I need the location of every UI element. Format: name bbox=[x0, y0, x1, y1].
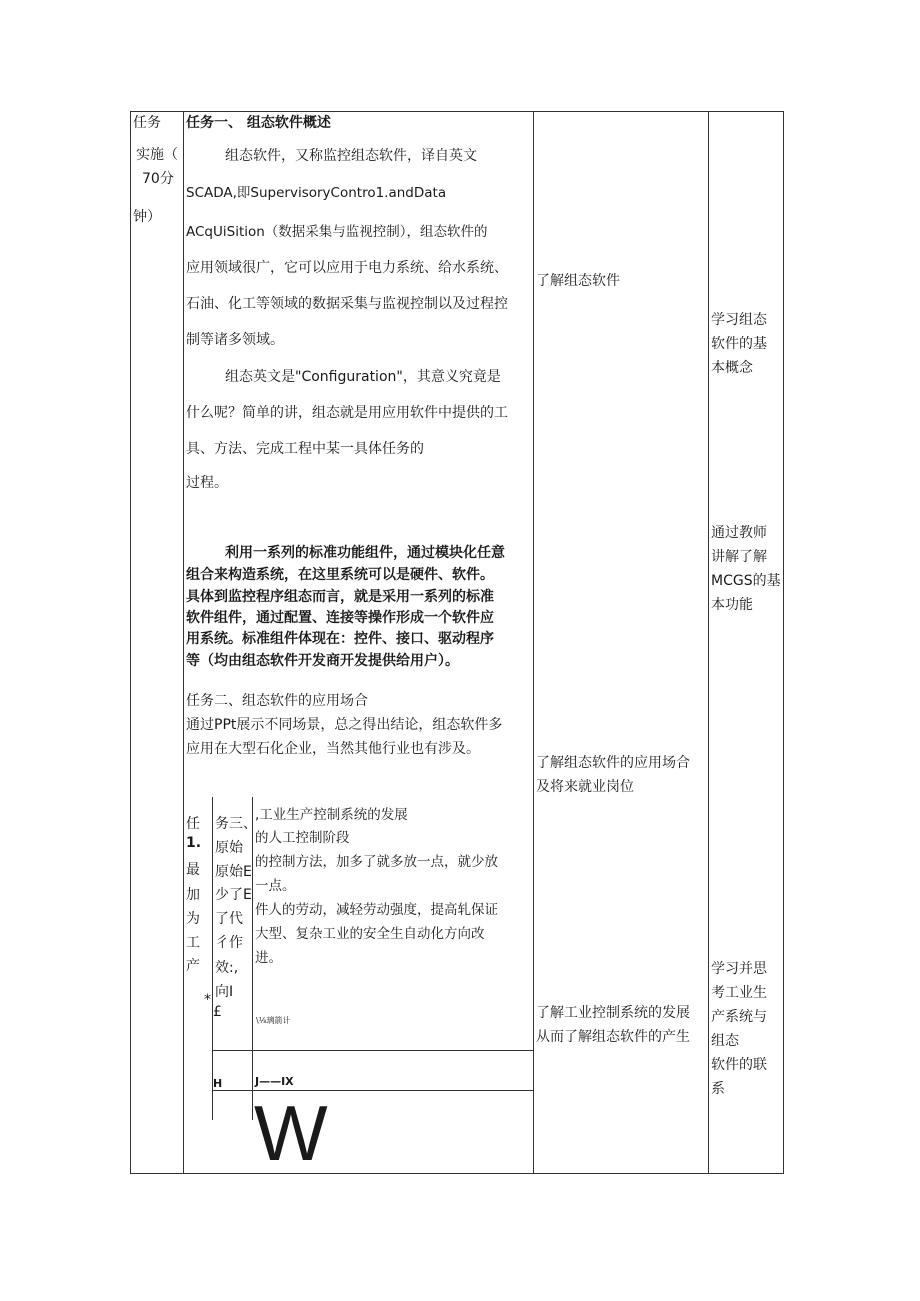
label-line: 钟） bbox=[133, 209, 161, 225]
text-line: 了解工业控制系统的发展 bbox=[536, 1005, 690, 1021]
fragment-char: 最 bbox=[186, 862, 200, 878]
fragment-text: 原始 bbox=[215, 840, 243, 856]
text-line: 制等诸多领域。 bbox=[186, 332, 284, 348]
text-line: 通过PPt展示不同场景，总之得出结论，组态软件多 bbox=[186, 717, 503, 733]
label-line: 任务 bbox=[133, 115, 161, 131]
fragment-text: 向I bbox=[215, 984, 234, 1000]
fragment-char: * bbox=[204, 992, 211, 1008]
text-line: MCGS的基 bbox=[711, 573, 781, 589]
text-line: 软件的联 bbox=[711, 1057, 767, 1073]
text-line: 产系统与 bbox=[711, 1009, 767, 1025]
text-line: 通过教师 bbox=[711, 525, 767, 541]
text-line: 及将来就业岗位 bbox=[536, 779, 634, 795]
text-line: 组态软件，又称监控组态软件，译自英文 bbox=[225, 148, 477, 164]
text-line: 讲解了解 bbox=[711, 549, 767, 565]
text-line: SCADA,即SupervisoryContro1.andData bbox=[186, 185, 447, 201]
text-line: 软件的基 bbox=[711, 336, 767, 352]
text-line: 应用在大型石化企业，当然其他行业也有涉及。 bbox=[186, 741, 480, 757]
nested-divider-2 bbox=[252, 797, 253, 1120]
fragment-text: J——IX bbox=[255, 1075, 294, 1088]
task1-title: 任务一、 组态软件概述 bbox=[186, 115, 331, 131]
text-line: ACqUiSition（数据采集与监视控制），组态软件的 bbox=[186, 224, 488, 240]
text-line: 学习并思 bbox=[711, 961, 767, 977]
fragment-char: 任 bbox=[186, 816, 200, 832]
label-line: 70分 bbox=[142, 171, 174, 187]
text-line: 软件组件，通过配置、连接等操作形成一个软件应 bbox=[186, 610, 494, 626]
fragment-text: 务三、 bbox=[215, 816, 257, 832]
fragment-char: 加 bbox=[186, 887, 200, 903]
text-line: 从而了解组态软件的产生 bbox=[536, 1029, 690, 1045]
large-w-glyph: W bbox=[254, 1089, 328, 1177]
fragment-line: 进。 bbox=[255, 950, 282, 966]
text-line: 过程。 bbox=[186, 475, 228, 491]
fragment-text: 少了E bbox=[215, 887, 252, 903]
nested-row-line-1 bbox=[212, 1050, 533, 1051]
fragment-line: 的控制方法，加多了就多放一点，就少放 bbox=[255, 854, 498, 870]
text-line: 了解组态软件的应用场合 bbox=[536, 755, 690, 771]
text-line: 用系统。标准组件体现在：控件、接口、驱动程序 bbox=[186, 631, 494, 647]
table-left-border bbox=[130, 111, 131, 1173]
fragment-text: 原始E bbox=[215, 864, 252, 880]
table-right-border bbox=[783, 111, 784, 1173]
label-line: 实施（ bbox=[136, 147, 178, 163]
fragment-text: 了代 bbox=[215, 911, 243, 927]
task2-title: 任务二、组态软件的应用场合 bbox=[186, 693, 368, 709]
tiny-note: \⅛璃箭计 bbox=[256, 1016, 291, 1025]
fragment-text: £ bbox=[213, 1004, 222, 1020]
text-line: 具、方法、完成工程中某一具体任务的 bbox=[186, 441, 424, 457]
fragment-line: ,工业生产控制系统的发展 bbox=[255, 807, 408, 823]
text-line: 利用一系列的标准功能组件，通过模块化任意 bbox=[225, 545, 505, 561]
text-line: 本概念 bbox=[711, 360, 753, 376]
column-divider-1 bbox=[183, 111, 184, 1173]
nested-divider-1 bbox=[212, 797, 213, 1120]
table-top-border bbox=[130, 111, 784, 112]
fragment-char: 工 bbox=[186, 935, 200, 951]
fragment-char: 产 bbox=[186, 958, 200, 974]
fragment-char: 为 bbox=[186, 911, 200, 927]
fragment-text: 彳作 bbox=[215, 935, 243, 951]
fragment-line: 的人工控制阶段 bbox=[255, 830, 350, 846]
text-line: 组态 bbox=[711, 1033, 739, 1049]
content-cell-1: 了解组态软件 bbox=[536, 273, 620, 289]
text-line: 等（均由组态软件开发商开发提供给用户）。 bbox=[186, 653, 459, 669]
fragment-char: H bbox=[213, 1077, 223, 1090]
column-divider-3 bbox=[708, 111, 709, 1173]
column-divider-2 bbox=[533, 111, 534, 1173]
fragment-line: 大型、复杂工业的安全生自动化方向改 bbox=[255, 926, 485, 942]
text-line: 什么呢？简单的讲，组态就是用应用软件中提供的工 bbox=[186, 405, 508, 421]
fragment-char: 1. bbox=[186, 835, 202, 851]
text-line: 本功能 bbox=[711, 597, 753, 613]
fragment-text: 效:, bbox=[215, 960, 239, 976]
fragment-line: 件人的劳动，减轻劳动强度，提高轧保证 bbox=[255, 902, 498, 918]
fragment-line: 一点。 bbox=[255, 878, 296, 894]
text-line: 组态英文是"Configuration"，其意义究竟是 bbox=[225, 369, 501, 385]
table-bottom-border bbox=[130, 1173, 784, 1174]
text-line: 学习组态 bbox=[711, 312, 767, 328]
text-line: 应用领域很广，它可以应用于电力系统、给水系统、 bbox=[186, 260, 508, 276]
text-line: 具体到监控程序组态而言，就是采用一系列的标准 bbox=[186, 589, 494, 605]
text-line: 系 bbox=[711, 1081, 725, 1097]
text-line: 石油、化工等领域的数据采集与监视控制以及过程控 bbox=[186, 296, 508, 312]
text-line: 考工业生 bbox=[711, 985, 767, 1001]
text-line: 组合来构造系统，在这里系统可以是硬件、软件。 bbox=[186, 567, 494, 583]
